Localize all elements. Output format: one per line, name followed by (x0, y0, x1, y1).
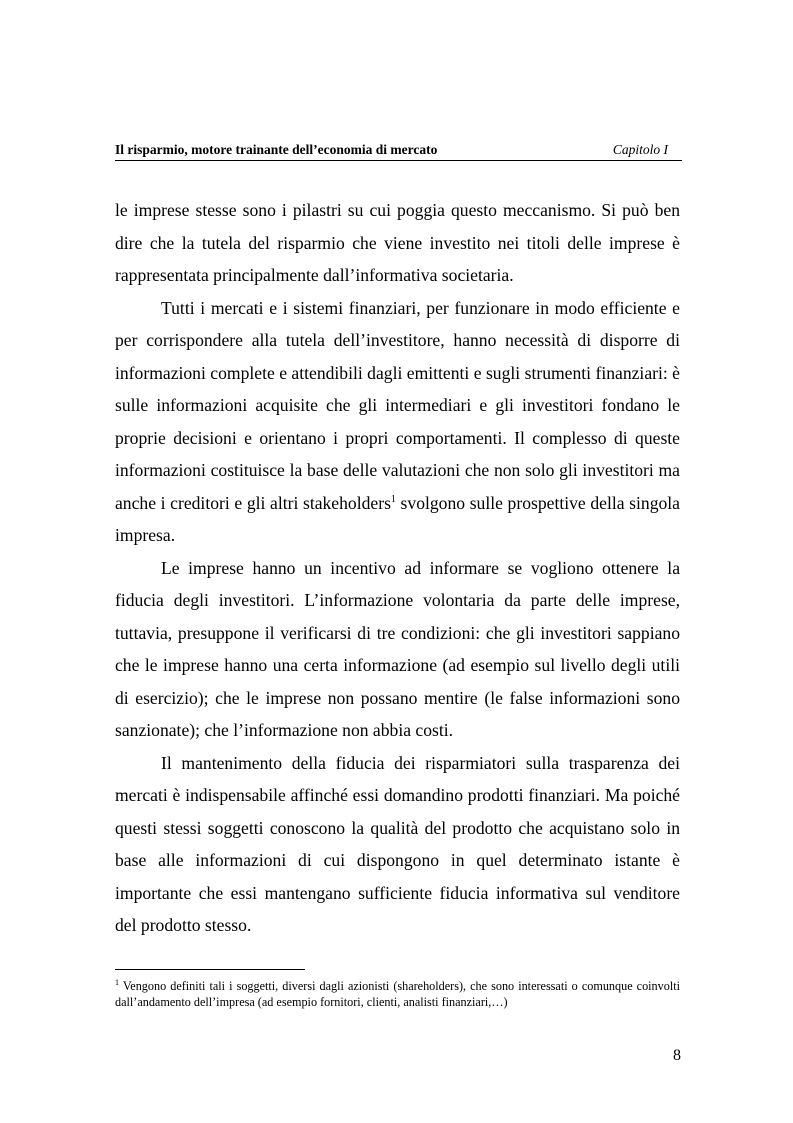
paragraph-4: Il mantenimento della fiducia dei risparmiatori sulla trasparenza dei mercati è indispensabile affinché essi domandino prodotti finanziari. Ma poiché questi stessi soggetti conoscono la qualità del prodotto che acquistano solo in base alle informazioni di cui dispongono in quel determinato istante è importante che essi mantengano sufficiente fiducia informativa sul venditore del prodotto stesso. (115, 752, 680, 935)
paragraph-3: Le imprese hanno un incentivo ad informare se vogliono ottenere la fiducia degli investitori. L’informazione volontaria da parte delle imprese, tuttavia, presuppone il verificarsi di tre condizioni: che gli investitori sappiano che le imprese hanno una certa informazione (ad esempio sul livello degli utili di esercizio); che le imprese non possano mentire (le false informazioni sono sanzionate); che l’informazione non abbia costi. (115, 557, 680, 740)
paragraph-2 (115, 292, 680, 552)
footnote-reference: 1 (390, 493, 396, 505)
chapter-label: Capitolo I (612, 142, 668, 157)
page-number: 8 (673, 1047, 681, 1064)
body-text (115, 194, 680, 942)
paragraph-2-text: Tutti i mercati e i sistemi finanziari, per funzionare in modo efficiente e per corrispondere alla tutela dell’investitore, hanno necessità di disporre di informazioni complete e attendibili dagli emittenti e sugli strumenti finanziari: è sulle informazioni acquisite che gli intermediari e gli investitori fondano le proprie decisioni e orientano i propri comportamenti. Il complesso di queste informazioni costituisce la base delle valutazioni che non solo gli investitori ma anche i creditori e gli altri stakeholders (115, 297, 680, 513)
paragraph-1: le imprese stesse sono i pilastri su cui poggia questo meccanismo. Si può ben dire che la tutela del risparmio che viene investito nei titoli delle imprese è rappresentata principalmente dall’informativa societaria. (115, 200, 680, 285)
footnote-text: Vengono definiti tali i soggetti, diversi dagli azionisti (shareholders), che sono interessati o comunque coinvolti dall’andamento dell’impresa (ad esempio fornitori, clienti, analisti finanziari,…) (115, 979, 680, 1009)
footnote-number: 1 (115, 978, 119, 987)
paragraph-2-text-end: svolgono sulle prospettive della singola impresa. (115, 492, 680, 545)
footnote-separator (115, 969, 305, 970)
chapter-title: Il risparmio, motore trainante dell’economia di mercato (115, 142, 438, 157)
running-header (115, 142, 682, 161)
footnote (115, 978, 680, 1010)
